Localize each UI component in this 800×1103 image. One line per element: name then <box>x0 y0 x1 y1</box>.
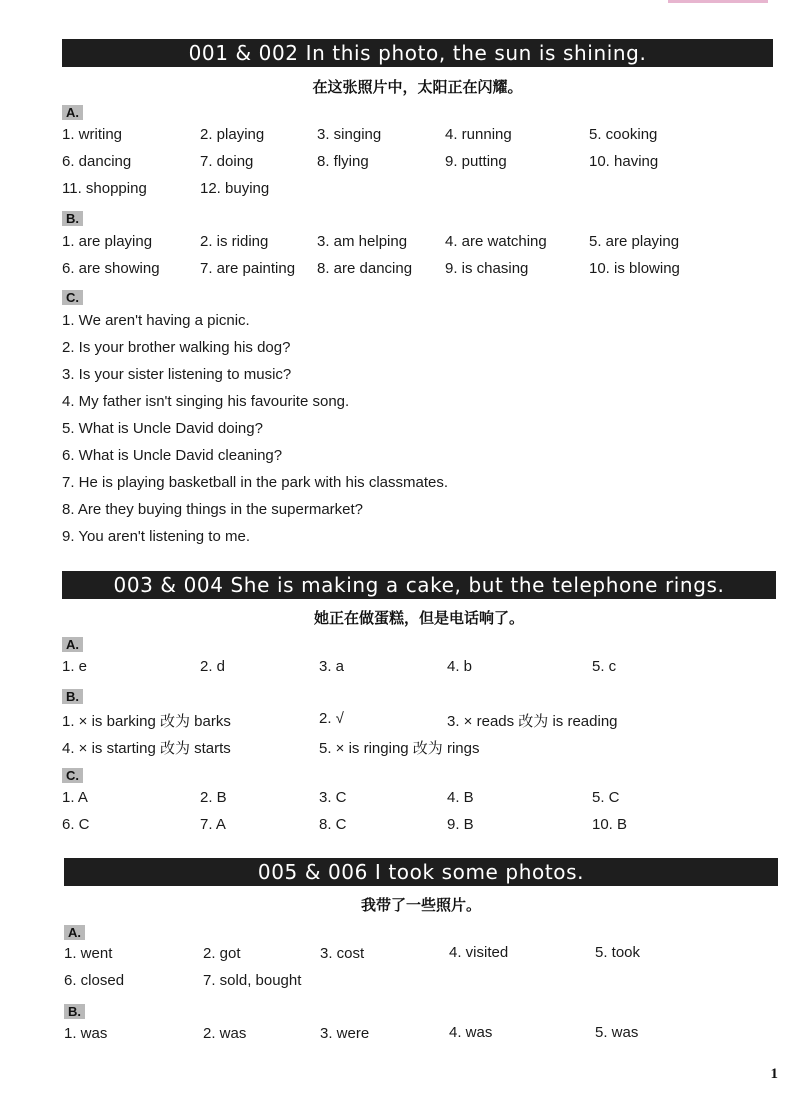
section-title-banner: 001 & 002 In this photo, the sun is shining. <box>62 39 773 67</box>
answer-item: 5. What is Uncle David doing? <box>62 420 263 437</box>
section-title-banner: 003 & 004 She is making a cake, but the telephone rings. <box>62 571 776 599</box>
part-label: A. <box>62 105 83 120</box>
answer-item: 1. e <box>62 658 88 675</box>
answer-item: 1. A <box>62 789 88 806</box>
part-label: B. <box>62 211 83 226</box>
answer-item: 4. are watching <box>445 233 547 250</box>
answer-item: 4. visited <box>449 944 509 961</box>
section-title-banner: 005 & 006 I took some photos. <box>64 858 778 886</box>
answer-item: 4. b <box>447 658 473 675</box>
answer-item: 5. × is ringing 改为 rings <box>319 740 480 757</box>
answer-item: 10. is blowing <box>589 260 680 277</box>
answer-item: 12. buying <box>200 180 270 197</box>
answer-item: 1. went <box>64 945 113 962</box>
answer-item: 2. d <box>200 658 226 675</box>
section-subtitle: 在这张照片中，太阳正在闪耀。 <box>312 78 523 96</box>
part-label: B. <box>64 1004 85 1019</box>
answer-item: 7. are painting <box>200 260 296 277</box>
top-edge-mark <box>668 0 768 3</box>
answer-item: 4. × is starting 改为 starts <box>62 740 231 757</box>
answer-item: 5. took <box>595 944 641 961</box>
answer-item: 8. C <box>319 816 347 833</box>
answer-item: 11. shopping <box>62 180 147 197</box>
answer-item: 6. dancing <box>62 153 132 170</box>
answer-item: 6. What is Uncle David cleaning? <box>62 447 283 464</box>
part-label: A. <box>64 925 85 940</box>
answer-item: 7. sold, bought <box>203 972 302 989</box>
answer-item: 9. is chasing <box>445 260 529 277</box>
answer-item: 3. C <box>319 789 347 806</box>
answer-item: 1. We aren't having a picnic. <box>62 312 250 329</box>
answer-item: 4. My father isn't singing his favourite song. <box>62 393 350 410</box>
answer-item: 2. B <box>200 789 227 806</box>
answer-item: 9. You aren't listening to me. <box>62 528 250 545</box>
part-label: A. <box>62 637 83 652</box>
answer-item: 6. C <box>62 816 90 833</box>
answer-item: 2. playing <box>200 126 265 143</box>
answer-item: 4. B <box>447 789 474 806</box>
answer-item: 5. c <box>592 658 617 675</box>
answer-item: 8. Are they buying things in the supermarket? <box>62 501 364 518</box>
answer-item: 5. C <box>592 789 620 806</box>
answer-item: 4. running <box>445 126 512 143</box>
answer-item: 8. flying <box>317 153 369 170</box>
answer-item: 9. B <box>447 816 474 833</box>
part-label: C. <box>62 768 83 783</box>
answer-item: 3. singing <box>317 126 382 143</box>
answer-item: 3. were <box>320 1025 370 1042</box>
answer-item: 7. He is playing basketball in the park with his classmates. <box>62 474 449 491</box>
answer-item: 3. am helping <box>317 233 408 250</box>
answer-item: 3. a <box>319 658 345 675</box>
answer-item: 2. was <box>203 1025 247 1042</box>
answer-item: 3. cost <box>320 945 365 962</box>
answer-item: 7. A <box>200 816 226 833</box>
answer-item: 10. having <box>589 153 659 170</box>
answer-item: 5. was <box>595 1024 639 1041</box>
answer-item: 2. is riding <box>200 233 269 250</box>
answer-item: 3. × reads 改为 is reading <box>447 713 618 730</box>
answer-item: 8. are dancing <box>317 260 413 277</box>
answer-item: 5. are playing <box>589 233 680 250</box>
answer-item: 6. are showing <box>62 260 160 277</box>
page-number: 1 <box>770 1066 778 1082</box>
answer-item: 9. putting <box>445 153 507 170</box>
answer-item: 5. cooking <box>589 126 658 143</box>
answer-item: 3. Is your sister listening to music? <box>62 366 292 383</box>
answer-item: 2. got <box>203 945 241 962</box>
answer-item: 10. B <box>592 816 628 833</box>
answer-item: 7. doing <box>200 153 254 170</box>
answer-item: 1. was <box>64 1025 108 1042</box>
part-label: C. <box>62 290 83 305</box>
answer-item: 1. are playing <box>62 233 153 250</box>
answer-item: 4. was <box>449 1024 493 1041</box>
answer-item: 6. closed <box>64 972 125 989</box>
section-subtitle: 她正在做蛋糕，但是电话响了。 <box>313 609 524 627</box>
answer-item: 1. × is barking 改为 barks <box>62 713 231 730</box>
answer-item: 2. √ <box>319 710 344 727</box>
answer-item: 1. writing <box>62 126 123 143</box>
answer-item: 2. Is your brother walking his dog? <box>62 339 291 356</box>
section-subtitle: 我带了一些照片。 <box>360 896 481 914</box>
part-label: B. <box>62 689 83 704</box>
